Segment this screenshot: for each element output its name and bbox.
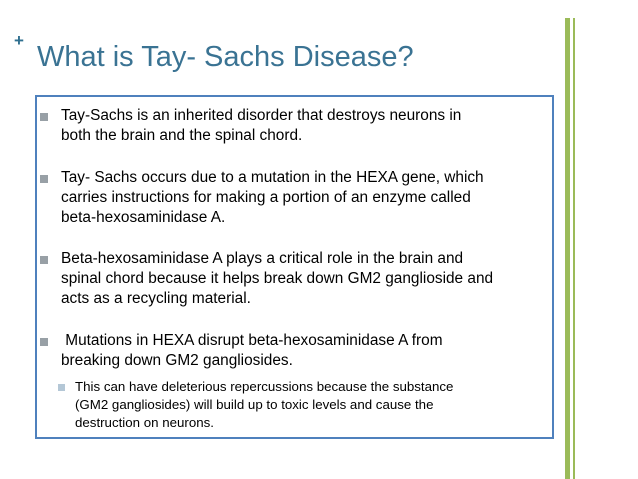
plus-mark: + (14, 31, 24, 50)
sub-bullet-line-3: destruction on neurons. (75, 415, 214, 430)
bullet-square-icon (40, 175, 48, 183)
accent-bar-thick (565, 18, 570, 479)
bullet-square-icon (40, 338, 48, 346)
sub-bullet-square-icon (58, 384, 65, 391)
bullet-2-line-3: beta-hexosaminidase A. (61, 209, 226, 226)
accent-bar-thin (573, 18, 575, 479)
bullet-square-icon (40, 256, 48, 264)
bullet-4-line-1: Mutations in HEXA disrupt beta-hexosaminidase A from (61, 332, 443, 349)
bullet-3-line-3: acts as a recycling material. (61, 290, 251, 307)
bullet-2-line-2: carries instructions for making a portion of an enzyme called (61, 189, 471, 206)
sub-bullet-line-1: This can have deleterious repercussions because the substance (75, 379, 454, 394)
bullet-1-line-2: both the brain and the spinal chord. (61, 127, 303, 144)
bullet-3-line-2: spinal chord because it helps break down GM2 ganglioside and (61, 270, 494, 287)
slide-title: What is Tay- Sachs Disease? (37, 41, 414, 73)
bullet-3-line-1: Beta-hexosaminidase A plays a critical role in the brain and (61, 250, 464, 267)
bullet-4-line-2: breaking down GM2 gangliosides. (61, 352, 293, 369)
bullet-1-line-1: Tay-Sachs is an inherited disorder that destroys neurons in (61, 107, 462, 124)
bullet-2-line-1: Tay- Sachs occurs due to a mutation in the HEXA gene, which (61, 169, 484, 186)
sub-bullet-line-2: (GM2 gangliosides) will build up to toxic levels and cause the (75, 397, 434, 412)
bullet-square-icon (40, 113, 48, 121)
